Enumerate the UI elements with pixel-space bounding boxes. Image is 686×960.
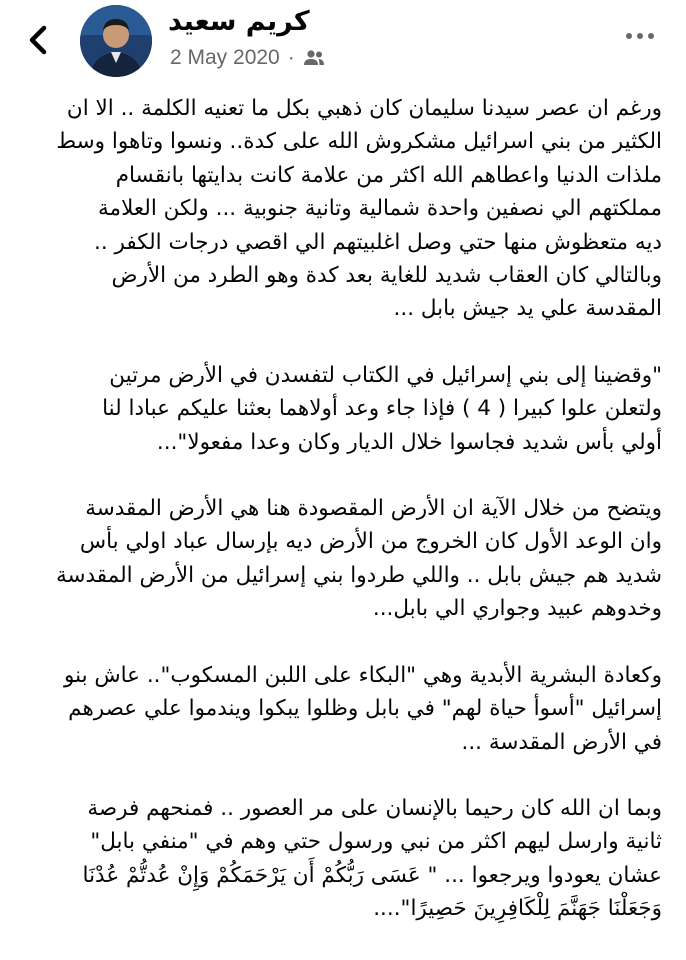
- post-paragraph: ورغم ان عصر سيدنا سليمان كان ذهبي بكل ما تعنيه الكلمة .. الا ان الكثير من بني اسرائيل مشكروش الله على كدة.. ونسوا وتاهوا وسط ملذات الدنيا واعطاهم الله اكثر من علامة كانت بدايتها بانقسام مملكتهم الي نصفين واحدة شمالية وتانية جنوبية ... ولكن العلامة ديه متعظوش منها حتي وصل اغلبيتهم الي اقصي درجات الكفر .. وبالتالي كان العقاب شديد للغاية بعد كدة وهو الطرد من الأرض المقدسة علي يد جيش بابل ...: [56, 96, 662, 322]
- post-date[interactable]: 2 May 2020: [170, 46, 280, 69]
- friends-icon: [303, 49, 325, 67]
- post-paragraph: وكعادة البشرية الأبدية وهي "البكاء على اللبن المسكوب".. عاش بنو إسرائيل "أسوأ حياة لهم" في بابل وظلوا يبكوا ويندموا علي عصرهم في الأرض المقدسة ...: [63, 662, 662, 755]
- post-paragraph: "وقضينا إلى بني إسرائيل في الكتاب لتفسدن في الأرض مرتين ولتعلن علوا كبيرا ( 4 ) فإذا جاء وعد أولاهما بعثنا عليكم عبادا لنا أولي بأس شديد فجاسوا خلال الديار وكان وعدا مفعولا"...: [102, 362, 662, 455]
- avatar[interactable]: [80, 5, 152, 77]
- profile-photo: [80, 5, 152, 77]
- more-options-button[interactable]: [620, 22, 660, 50]
- chevron-left-icon: [27, 25, 49, 55]
- meta-separator: ·: [287, 46, 295, 69]
- post-body: [0, 92, 686, 959]
- post-paragraph: ويتضح من خلال الآية ان الأرض المقصودة هنا هي الأرض المقدسة وان الوعد الأول كان الخروج من الأرض ديه بإرسال عباد اولي بأس شديد هم جيش بابل .. واللي طردوا بني إسرائيل من الأرض المقدسة وخدوهم عبيد وجواري الي بابل...: [55, 496, 662, 622]
- post-meta: [170, 46, 325, 70]
- back-button[interactable]: [18, 20, 58, 60]
- post-header: [0, 0, 686, 84]
- author-name[interactable]: كريم سعيد: [168, 6, 310, 37]
- more-dots-icon: [625, 32, 655, 40]
- post-paragraph: وبما ان الله كان رحيما بالإنسان على مر العصور .. فمنحهم فرصة ثانية وارسل ليهم اكثر من نبي ورسول حتي وهم في "منفي بابل" عشان يعودوا ويرجعوا ... " عَسَى رَبُّكُمْ أَن يَرْحَمَكُمْ وَإِنْ عُدتُّمْ عُدْنَا وَجَعَلْنَا جَهَنَّمَ لِلْكَافِرِينَ حَصِيرًا"....: [82, 795, 662, 922]
